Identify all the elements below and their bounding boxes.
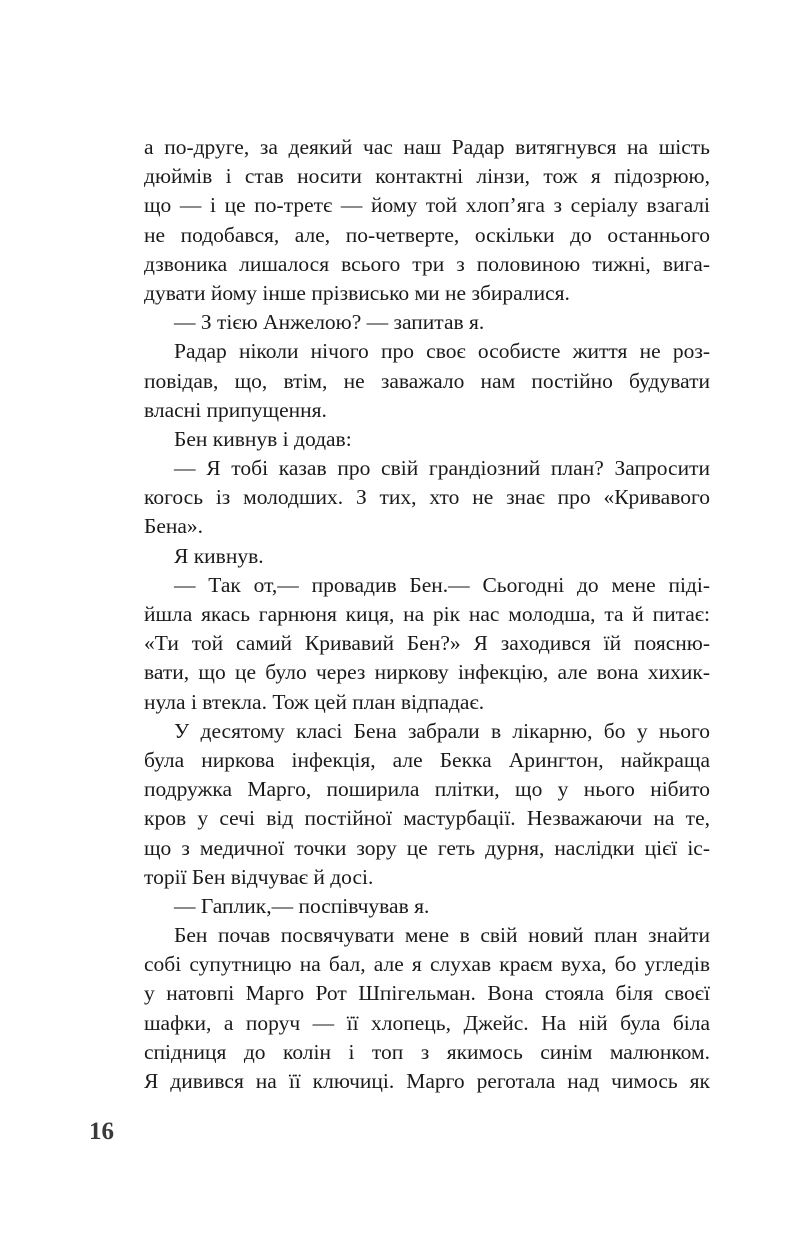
- text-line: вати, що це було через ниркову інфекцію, але вона хихик-: [144, 660, 710, 685]
- text-line: що — і це по-третє — йому той хлоп’яга з серіалу взагалі: [144, 193, 710, 218]
- text-line: не подобався, але, по-четверте, оскільки до останнього: [144, 222, 710, 247]
- text-line: Бен кивнув і додав:: [174, 426, 352, 451]
- text-line: дзвоника лишалося всього три з половиною тижні, вига-: [144, 251, 710, 276]
- text-line: а по-друге, за деякий час наш Радар витягнувся на шість: [144, 135, 710, 159]
- text-line: Бена».: [144, 514, 204, 539]
- text-line: дувати йому інше прізвисько ми не збиралися.: [144, 280, 570, 305]
- text-line: подружка Марго, поширила плітки, що у нього нібито: [144, 777, 710, 802]
- text-line: — Гаплик,— поспівчував я.: [174, 893, 430, 918]
- text-line: собі супутницю на бал, але я слухав краєм вуха, бо угледів: [144, 952, 710, 977]
- text-line: була ниркова інфекція, але Бекка Арингтон, найкраща: [144, 747, 710, 772]
- text-line: торії Бен відчуває й досі.: [144, 864, 374, 889]
- text-line: що з медичної точки зору це геть дурня, наслідки цієї іс-: [144, 835, 710, 860]
- text-line: У десятому класі Бена забрали в лікарню, бо у нього: [174, 718, 710, 743]
- text-line: Я дивився на її ключиці. Марго реготала над чимось як: [144, 1069, 710, 1093]
- body-text: [144, 133, 710, 1096]
- text-line: спідниця до колін і топ з якимось синім малюнком.: [144, 1039, 710, 1064]
- text-line: дюймів і став носити контактні лінзи, тож я підозрюю,: [144, 164, 710, 189]
- text-line: повідав, що, втім, не заважало нам постійно будувати: [144, 368, 710, 393]
- text-line: Бен почав посвячувати мене в свій новий план знайти: [174, 923, 710, 948]
- text-line: Я кивнув.: [174, 543, 264, 568]
- text-line: власні припущення.: [144, 397, 327, 422]
- text-line: — Так от,— провадив Бен.— Сьогодні до мене піді-: [174, 572, 710, 597]
- text-line: — Я тобі казав про свій грандіозний план? Запросити: [174, 456, 710, 481]
- text-line: кров у сечі від постійної мастурбації. Незважаючи на те,: [144, 806, 710, 831]
- text-line: у натовпі Марго Рот Шпігельман. Вона стояла біля своєї: [144, 981, 710, 1006]
- text-line: Радар ніколи нічого про своє особисте життя не роз-: [174, 339, 710, 364]
- text-line: когось із молодших. З тих, хто не знає про «Кривавого: [144, 485, 710, 510]
- text-line: йшла якась гарнюня киця, на рік нас молодша, та й питає:: [144, 602, 710, 626]
- text-line: «Ти той самий Кривавий Бен?» Я заходився їй поясню-: [144, 631, 710, 656]
- text-line: нула і втекла. Тож цей план відпадає.: [144, 689, 485, 714]
- text-line: — З тією Анжелою? — запитав я.: [174, 310, 485, 335]
- text-line: шафки, а поруч — її хлопець, Джейс. На ній була біла: [144, 1010, 710, 1035]
- page-number: 16: [89, 1118, 114, 1145]
